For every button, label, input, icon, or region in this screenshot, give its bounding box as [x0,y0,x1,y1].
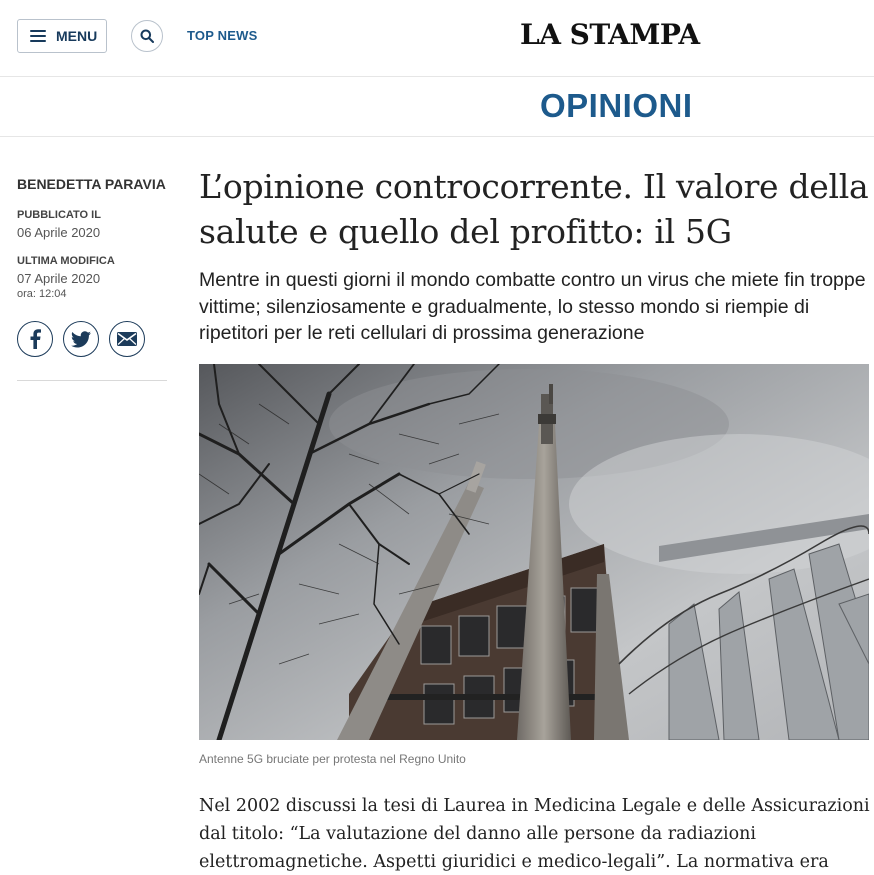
modified-label: ULTIMA MODIFICA [17,255,115,267]
share-facebook-button[interactable] [17,321,53,357]
facebook-icon [29,329,41,349]
hamburger-icon [30,30,46,42]
menu-button[interactable] [17,19,107,53]
antenna-photo-illustration [199,364,869,740]
published-label: PUBBLICATO IL [17,209,101,221]
image-caption: Antenne 5G bruciate per protesta nel Regno Unito [199,752,466,766]
top-news-link[interactable]: TOP NEWS [187,28,258,43]
twitter-icon [71,331,91,348]
section-bar [0,77,874,137]
article-body: Nel 2002 discussi la tesi di Laurea in Medicina Legale e delle Assicurazioni dal titolo: “La valutazione del danno alle persone da radiazioni elettromagnetiche. Aspetti giuridici e medico-legali”. La normativa era [199,796,870,872]
author-name[interactable]: BENEDETTA PARAVIA [17,176,166,192]
section-title[interactable]: OPINIONI [540,87,693,124]
email-icon [117,332,137,346]
modified-date: 07 Aprile 2020 [17,271,101,286]
search-button[interactable] [131,20,163,52]
article [199,164,871,872]
article-photo[interactable] [199,364,869,740]
published-date: 06 Aprile 2020 [17,225,101,240]
share-email-button[interactable] [109,321,145,357]
article-sidebar [17,175,167,381]
share-buttons [17,321,167,357]
menu-button-label: MENU [56,28,98,44]
search-icon [140,29,154,43]
article-summary: Mentre in questi giorni il mondo combatte contro un virus che miete fin troppe vittime; silenziosamente e gradualmente, lo stesso mondo si riempie di ripetitori per le reti cellulari di prossima generazione [199,269,866,344]
modified-time: ora: 12:04 [17,288,67,300]
site-header [0,0,874,77]
sidebar-divider [17,380,167,381]
site-logo[interactable]: LA STAMPA [520,18,700,51]
article-headline: L’opinione controcorrente. Il valore della salute e quello del profitto: il 5G [199,167,869,251]
share-twitter-button[interactable] [63,321,99,357]
